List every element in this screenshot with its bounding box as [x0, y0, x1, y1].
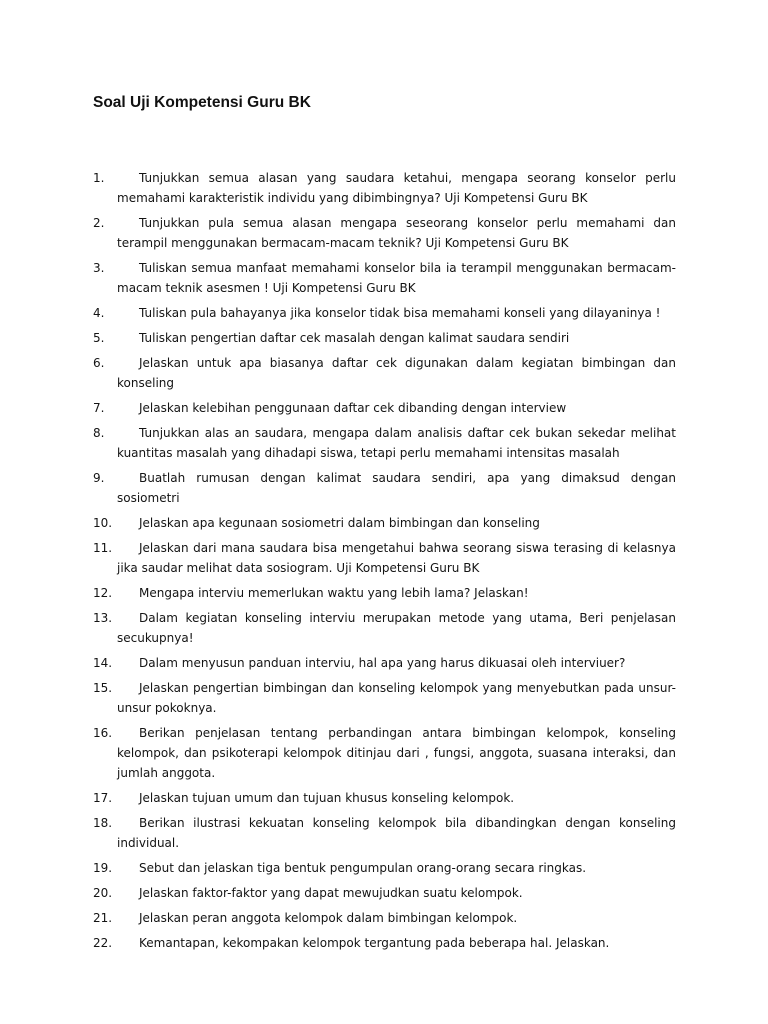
question-number: 19.: [93, 861, 113, 875]
question-item: [93, 608, 676, 648]
question-item: [93, 653, 676, 673]
question-text: Dalam menyusun panduan interviu, hal apa yang harus dikuasai oleh interviuer?: [139, 656, 626, 670]
question-number: 16.: [93, 726, 113, 740]
question-number: 21.: [93, 911, 113, 925]
question-number: 13.: [93, 611, 113, 625]
question-text: Kemantapan, kekompakan kelompok tergantung pada beberapa hal. Jelaskan.: [139, 936, 610, 950]
question-number: 4.: [93, 306, 105, 320]
question-number: 17.: [93, 791, 113, 805]
question-number: 20.: [93, 886, 113, 900]
question-text: Jelaskan kelebihan penggunaan daftar cek dibanding dengan interview: [139, 401, 567, 415]
question-item: [93, 813, 676, 853]
question-number: 12.: [93, 586, 113, 600]
question-text: Tunjukkan alas an saudara, mengapa dalam analisis daftar cek bukan sekedar melihat kuantitas masalah yang dihadapi siswa, tetapi perlu memahami intensitas masalah: [117, 426, 676, 460]
question-item: [93, 398, 676, 418]
question-item: [93, 423, 676, 463]
question-item: [93, 468, 676, 508]
question-number: 10.: [93, 516, 113, 530]
question-number: 6.: [93, 356, 105, 370]
question-item: [93, 678, 676, 718]
question-text: Jelaskan untuk apa biasanya daftar cek digunakan dalam kegiatan bimbingan dan konseling: [117, 356, 676, 390]
question-item: [93, 258, 676, 298]
question-number: 14.: [93, 656, 113, 670]
question-text: Tuliskan semua manfaat memahami konselor bila ia terampil menggunakan bermacam-macam teknik asesmen ! Uji Kompetensi Guru BK: [117, 261, 676, 295]
question-item: [93, 303, 676, 323]
question-number: 7.: [93, 401, 105, 415]
question-text: Dalam kegiatan konseling interviu merupakan metode yang utama, Beri penjelasan secukupnya!: [117, 611, 676, 645]
question-item: [93, 583, 676, 603]
question-item: [93, 858, 676, 878]
question-item: [93, 513, 676, 533]
question-text: Jelaskan faktor-faktor yang dapat mewujudkan suatu kelompok.: [139, 886, 523, 900]
question-text: Tunjukkan pula semua alasan mengapa seseorang konselor perlu memahami dan terampil menggunakan bermacam-macam teknik? Uji Kompetensi Guru BK: [117, 216, 676, 250]
question-text: Sebut dan jelaskan tiga bentuk pengumpulan orang-orang secara ringkas.: [139, 861, 587, 875]
question-item: [93, 883, 676, 903]
question-item: [93, 538, 676, 578]
question-number: 18.: [93, 816, 113, 830]
question-number: 22.: [93, 936, 113, 950]
question-item: [93, 908, 676, 928]
question-item: [93, 328, 676, 348]
question-text: Jelaskan peran anggota kelompok dalam bimbingan kelompok.: [139, 911, 518, 925]
question-item: [93, 213, 676, 253]
document-title: Soal Uji Kompetensi Guru BK: [93, 94, 311, 111]
question-item: [93, 788, 676, 808]
question-item: [93, 933, 676, 953]
question-number: 9.: [93, 471, 105, 485]
question-number: 1.: [93, 171, 105, 185]
question-number: 11.: [93, 541, 113, 555]
question-item: [93, 168, 676, 208]
question-number: 15.: [93, 681, 113, 695]
question-item: [93, 723, 676, 783]
question-text: Mengapa interviu memerlukan waktu yang lebih lama? Jelaskan!: [139, 586, 529, 600]
question-number: 8.: [93, 426, 105, 440]
question-text: Jelaskan dari mana saudara bisa mengetahui bahwa seorang siswa terasing di kelasnya jika saudar melihat data sosiogram. Uji Kompetensi Guru BK: [117, 541, 676, 575]
question-number: 5.: [93, 331, 105, 345]
question-number: 2.: [93, 216, 105, 230]
question-text: Buatlah rumusan dengan kalimat saudara sendiri, apa yang dimaksud dengan sosiometri: [117, 471, 676, 505]
question-number: 3.: [93, 261, 105, 275]
question-text: Tuliskan pula bahayanya jika konselor tidak bisa memahami konseli yang dilayaninya !: [139, 306, 661, 320]
question-text: Berikan ilustrasi kekuatan konseling kelompok bila dibandingkan dengan konseling individual.: [117, 816, 676, 850]
question-list: [93, 168, 676, 958]
question-text: Berikan penjelasan tentang perbandingan antara bimbingan kelompok, konseling kelompok, dan psikoterapi kelompok ditinjau dari , fungsi, anggota, suasana interaksi, dan jumlah anggota.: [117, 726, 676, 780]
question-text: Jelaskan tujuan umum dan tujuan khusus konseling kelompok.: [139, 791, 515, 805]
question-text: Jelaskan pengertian bimbingan dan konseling kelompok yang menyebutkan pada unsur-unsur pokoknya.: [117, 681, 676, 715]
question-text: Tunjukkan semua alasan yang saudara ketahui, mengapa seorang konselor perlu memahami karakteristik individu yang dibimbingnya? Uji Kompetensi Guru BK: [117, 171, 676, 205]
question-item: [93, 353, 676, 393]
question-text: Tuliskan pengertian daftar cek masalah dengan kalimat saudara sendiri: [139, 331, 570, 345]
question-text: Jelaskan apa kegunaan sosiometri dalam bimbingan dan konseling: [139, 516, 540, 530]
